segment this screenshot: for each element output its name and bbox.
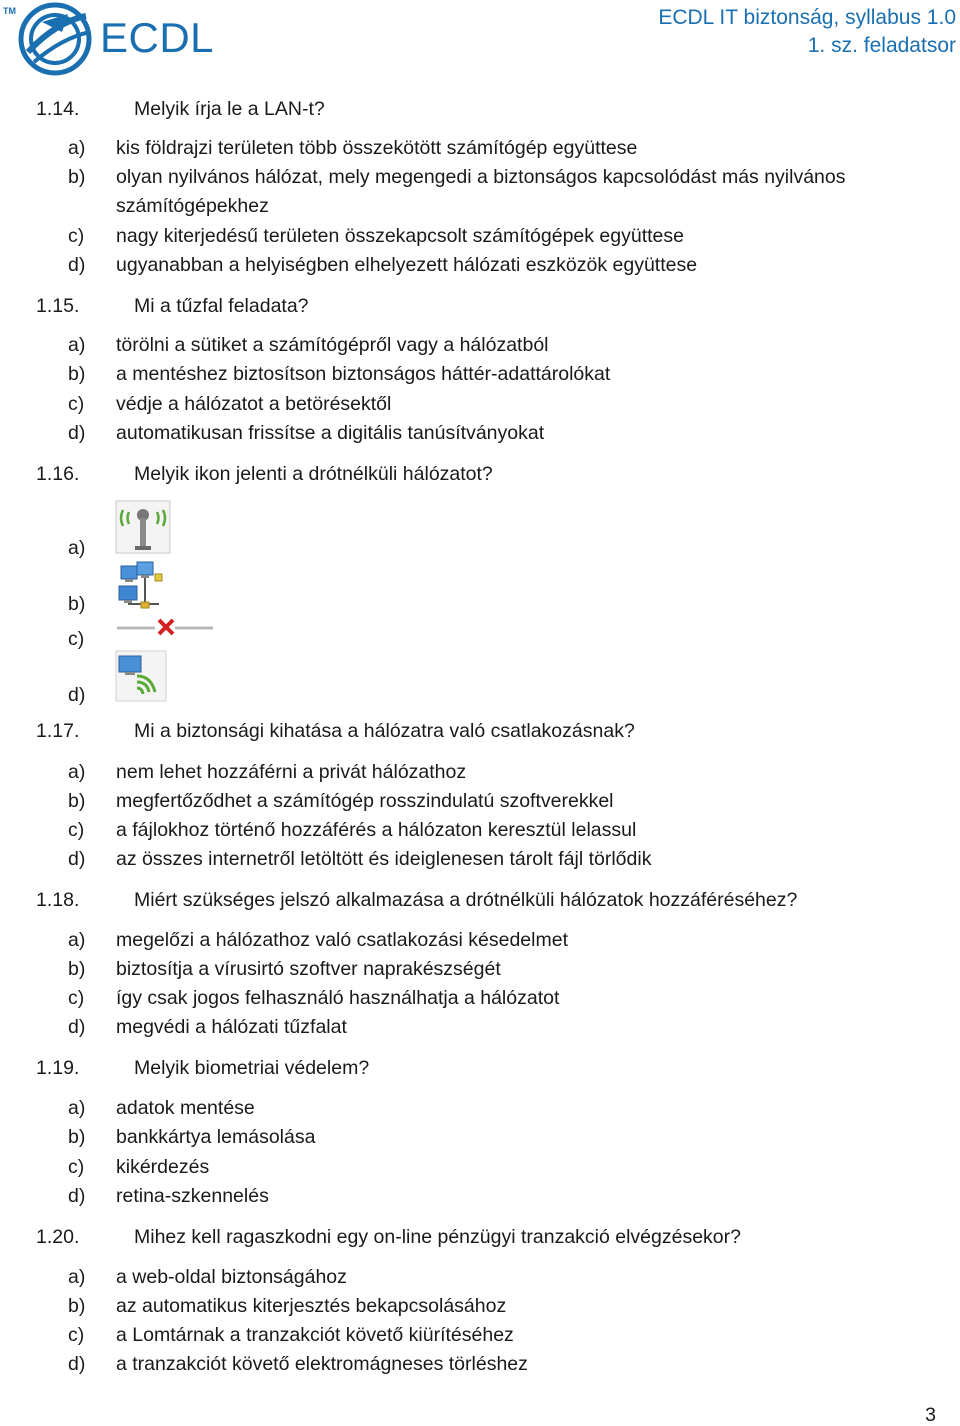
answer-letter: d): [68, 1185, 86, 1207]
question-text: Mi a biztonsági kihatása a hálózatra való csatlakozásnak?: [134, 720, 635, 742]
exercise-set-title: 1. sz. feladatsor: [807, 34, 956, 57]
disconnected-cable-icon: [115, 616, 215, 640]
question-text: Mi a tűzfal feladata?: [134, 295, 309, 317]
header-title: [658, 4, 956, 60]
answer-letter: c): [68, 1156, 85, 1178]
answer-text: megvédi a hálózati tűzfalat: [116, 1016, 347, 1038]
answer-letter: b): [68, 363, 86, 385]
question-text: Melyik írja le a LAN-t?: [134, 98, 325, 120]
answer-text: megelőzi a hálózathoz való csatlakozási késedelmet: [116, 929, 568, 951]
answer-letter: a): [68, 929, 86, 951]
answer-letter: a): [68, 537, 86, 559]
answer-text: védje a hálózatot a betörésektől: [116, 393, 392, 415]
question-number: 1.20.: [36, 1226, 80, 1248]
answer-text: automatikusan frissítse a digitális tanúsítványokat: [116, 422, 545, 444]
answer-letter: c): [68, 819, 85, 841]
page-header: [0, 0, 960, 80]
answer-text: megfertőződhet a számítógép rosszindulatú szoftverekkel: [116, 790, 614, 812]
answer-letter: a): [68, 1266, 86, 1288]
answer-text: kikérdezés: [116, 1156, 210, 1178]
answer-text: kis földrajzi területen több összekötött számítógép együttese: [116, 137, 638, 159]
answer-letter: d): [68, 1353, 86, 1375]
answer-letter: b): [68, 1295, 86, 1317]
answer-text: a Lomtárnak a tranzakciót követő kiürítéséhez: [116, 1324, 514, 1346]
answer-text: az összes internetről letöltött és ideiglenesen tárolt fájl törlődik: [116, 848, 652, 870]
answer-letter: d): [68, 684, 86, 706]
question-text: Melyik ikon jelenti a drótnélküli hálózatot?: [134, 463, 493, 485]
answer-text: nem lehet hozzáférni a privát hálózathoz: [116, 761, 467, 783]
question-number: 1.19.: [36, 1057, 80, 1079]
question-number: 1.15.: [36, 295, 80, 317]
answer-letter: d): [68, 422, 86, 444]
page-number: 3: [925, 1404, 936, 1426]
answer-text: törölni a sütiket a számítógépről vagy a hálózatból: [116, 334, 549, 356]
answer-text: a web-oldal biztonságához: [116, 1266, 347, 1288]
answer-letter: a): [68, 334, 86, 356]
answer-letter: d): [68, 1016, 86, 1038]
answer-letter: a): [68, 137, 86, 159]
answer-text: bankkártya lemásolása: [116, 1126, 316, 1148]
answer-text-continued: számítógépekhez: [116, 195, 269, 217]
answer-letter: c): [68, 628, 85, 650]
question-number: 1.14.: [36, 98, 80, 120]
syllabus-title: ECDL IT biztonság, syllabus 1.0: [658, 6, 956, 29]
wired-network-computers-icon: [115, 560, 165, 612]
answer-text: a mentéshez biztosítson biztonságos háttér-adattárolókat: [116, 363, 611, 385]
question-number: 1.18.: [36, 889, 80, 911]
answer-letter: c): [68, 1324, 85, 1346]
answer-letter: a): [68, 761, 86, 783]
wireless-antenna-icon: [115, 500, 171, 554]
answer-text: a tranzakciót követő elektromágneses törléshez: [116, 1353, 528, 1375]
answer-letter: b): [68, 593, 86, 615]
answer-text: a fájlokhoz történő hozzáférés a hálózaton keresztül lelassul: [116, 819, 637, 841]
answer-letter: a): [68, 1097, 86, 1119]
answer-letter: d): [68, 254, 86, 276]
question-number: 1.16.: [36, 463, 80, 485]
answer-text: retina-szkennelés: [116, 1185, 269, 1207]
answer-letter: d): [68, 848, 86, 870]
answer-text: nagy kiterjedésű területen összekapcsolt számítógépek együttese: [116, 225, 684, 247]
question-number: 1.17.: [36, 720, 80, 742]
answer-text: így csak jogos felhasználó használhatja a hálózatot: [116, 987, 560, 1009]
question-text: Melyik biometriai védelem?: [134, 1057, 370, 1079]
question-text: Mihez kell ragaszkodni egy on-line pénzügyi tranzakció elvégzésekor?: [134, 1226, 741, 1248]
answer-letter: b): [68, 166, 86, 188]
answer-text: biztosítja a vírusirtó szoftver naprakészségét: [116, 958, 501, 980]
answer-text: olyan nyilvános hálózat, mely megengedi a biztonságos kapcsolódást más nyilvános: [116, 166, 846, 188]
answer-letter: c): [68, 225, 85, 247]
answer-letter: c): [68, 987, 85, 1009]
answer-letter: b): [68, 790, 86, 812]
answer-letter: c): [68, 393, 85, 415]
ecdl-globe-icon: [16, 2, 94, 76]
answer-text: az automatikus kiterjesztés bekapcsolásához: [116, 1295, 507, 1317]
question-text: Miért szükséges jelszó alkalmazása a drótnélküli hálózatok hozzáféréséhez?: [134, 889, 798, 911]
answer-text: adatok mentése: [116, 1097, 255, 1119]
wireless-computer-icon: [115, 650, 167, 702]
trademark-mark: TM: [3, 6, 16, 16]
answer-letter: b): [68, 958, 86, 980]
answer-text: ugyanabban a helyiségben elhelyezett hálózati eszközök együttese: [116, 254, 698, 276]
answer-letter: b): [68, 1126, 86, 1148]
ecdl-logo-text: ECDL: [100, 14, 215, 61]
